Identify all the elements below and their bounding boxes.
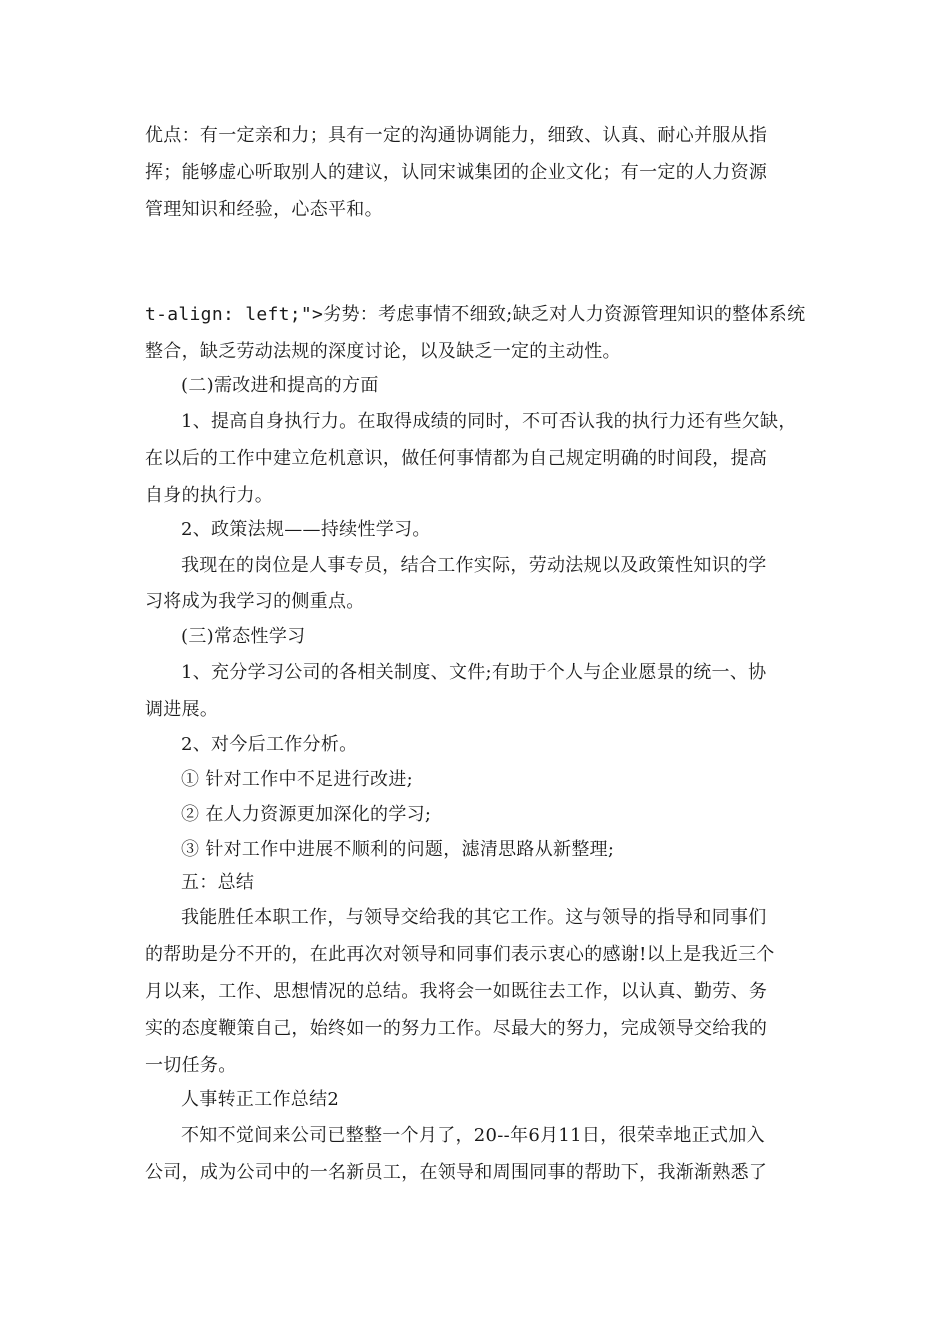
improve-item-2: 2、政策法规——持续性学习。 bbox=[181, 519, 431, 540]
study-sub-item-2: ② 在人力资源更加深化的学习; bbox=[181, 804, 432, 825]
article-2-line-2: 公司，成为公司中的一名新员工，在领导和周围同事的帮助下，我渐渐熟悉了 bbox=[145, 1162, 768, 1183]
summary-line-1: 我能胜任本职工作，与领导交给我的其它工作。这与领导的指导和同事们 bbox=[181, 907, 767, 928]
weakness-text: 劣势：考虑事情不细致;缺乏对人力资源管理知识的整体系统 bbox=[323, 304, 806, 325]
improve-item-1-line-3: 自身的执行力。 bbox=[145, 485, 274, 506]
study-item-1-line-1: 1、充分学习公司的各相关制度、文件;有助于个人与企业愿景的统一、协 bbox=[181, 662, 767, 683]
study-sub-item-1: ① 针对工作中不足进行改进; bbox=[181, 769, 413, 790]
summary-line-3: 月以来，工作、思想情况的总结。我将会一如既往去工作，以认真、勤劳、务 bbox=[145, 981, 768, 1002]
weakness-line-2: 整合，缺乏劳动法规的深度讨论，以及缺乏一定的主动性。 bbox=[145, 341, 621, 362]
summary-line-5: 一切任务。 bbox=[145, 1055, 237, 1076]
section-heading-improve: (二)需改进和提高的方面 bbox=[181, 375, 379, 396]
study-item-1-line-2: 调进展。 bbox=[145, 699, 219, 720]
improve-item-2-detail-line-1: 我现在的岗位是人事专员，结合工作实际，劳动法规以及政策性知识的学 bbox=[181, 555, 767, 576]
improve-item-1-line-1: 1、提高自身执行力。在取得成绩的同时，不可否认我的执行力还有些欠缺， bbox=[181, 411, 797, 432]
strengths-line-1: 优点：有一定亲和力；具有一定的沟通协调能力，细致、认真、耐心并服从指 bbox=[145, 125, 768, 146]
summary-line-2: 的帮助是分不开的，在此再次对领导和同事们表示衷心的感谢!以上是我近三个 bbox=[145, 944, 775, 965]
weakness-line-1 bbox=[145, 303, 805, 327]
article-2-line-1: 不知不觉间来公司已整整一个月了，20--年6月11日，很荣幸地正式加入 bbox=[181, 1125, 765, 1146]
stray-html-fragment: t-align: left;"> bbox=[145, 304, 324, 325]
section-heading-study: (三)常态性学习 bbox=[181, 626, 306, 647]
article-2-title: 人事转正工作总结2 bbox=[181, 1089, 340, 1110]
section-heading-summary: 五：总结 bbox=[181, 872, 255, 893]
summary-line-4: 实的态度鞭策自己，始终如一的努力工作。尽最大的努力，完成领导交给我的 bbox=[145, 1018, 768, 1039]
improve-item-2-detail-line-2: 习将成为我学习的侧重点。 bbox=[145, 591, 365, 612]
strengths-line-2: 挥；能够虚心听取别人的建议，认同宋诚集团的企业文化；有一定的人力资源 bbox=[145, 162, 768, 183]
study-item-2: 2、对今后工作分析。 bbox=[181, 734, 358, 755]
improve-item-1-line-2: 在以后的工作中建立危机意识，做任何事情都为自己规定明确的时间段，提高 bbox=[145, 448, 768, 469]
study-sub-item-3: ③ 针对工作中进展不顺利的问题，滤清思路从新整理; bbox=[181, 839, 615, 860]
strengths-line-3: 管理知识和经验，心态平和。 bbox=[145, 199, 383, 220]
